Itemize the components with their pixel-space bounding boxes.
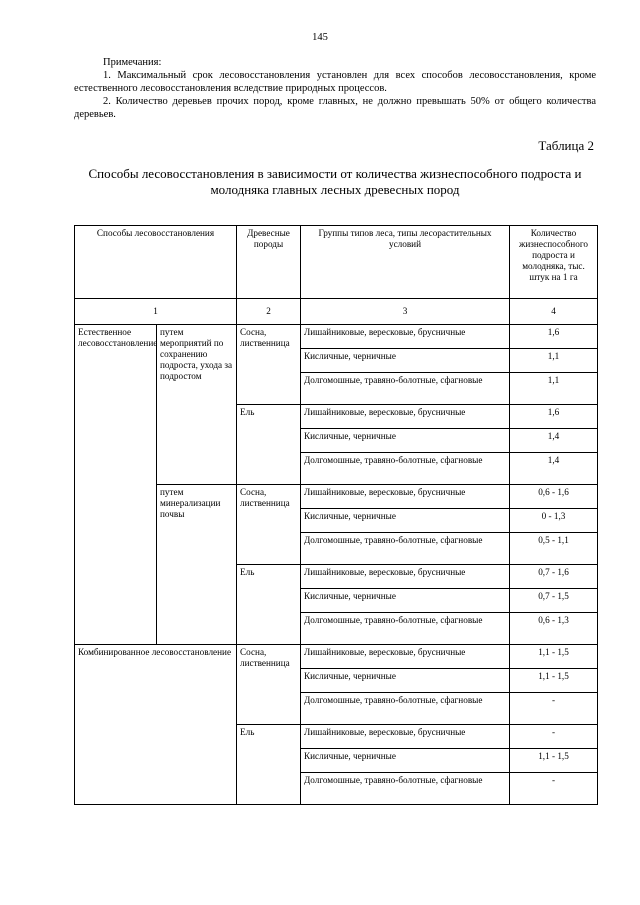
forest-group: Кисличные, черничные [301, 589, 510, 613]
notes-heading: Примечания: [103, 57, 162, 68]
quantity-value: 0 - 1,3 [510, 509, 598, 533]
forest-group: Долгомошные, травяно-болотные, сфагновые [301, 693, 510, 725]
forest-group: Лишайниковые, вересковые, брусничные [301, 565, 510, 589]
quantity-value: 1,1 [510, 349, 598, 373]
method-combined: Комбинированное лесовосстановление [75, 645, 237, 805]
note-item: 2. Количество деревьев прочих пород, кроме главных, не должно превышать 50% от общего количества деревьев. [74, 96, 596, 120]
header-species: Древесные породы [237, 226, 301, 299]
notes [74, 56, 596, 121]
note-item: 1. Максимальный срок лесовосстановления установлен для всех способов лесовосстановления, кроме естественного лесовосстановления вследствие природных процессов. [74, 70, 596, 94]
species-pine: Сосна, лиственница [237, 485, 301, 565]
quantity-value: 1,6 [510, 325, 598, 349]
quantity-value: 0,6 - 1,3 [510, 613, 598, 645]
quantity-value: 1,1 [510, 373, 598, 405]
page-number: 145 [312, 32, 328, 43]
forest-group: Долгомошные, травяно-болотные, сфагновые [301, 773, 510, 805]
col-number: 1 [75, 299, 237, 325]
forest-group: Лишайниковые, вересковые, брусничные [301, 725, 510, 749]
table-label: Таблица 2 [538, 138, 594, 153]
forest-group: Долгомошные, травяно-болотные, сфагновые [301, 453, 510, 485]
species-pine: Сосна, лиственница [237, 645, 301, 725]
method-sub-mineralization: путем минерализации почвы [157, 485, 237, 645]
forest-group: Лишайниковые, вересковые, брусничные [301, 325, 510, 349]
forest-group: Лишайниковые, вересковые, брусничные [301, 645, 510, 669]
quantity-value: 0,7 - 1,5 [510, 589, 598, 613]
col-number: 4 [510, 299, 598, 325]
forest-group: Долгомошные, травяно-болотные, сфагновые [301, 533, 510, 565]
species-pine: Сосна, лиственница [237, 325, 301, 405]
forest-group: Лишайниковые, вересковые, брусничные [301, 485, 510, 509]
forest-group: Кисличные, черничные [301, 429, 510, 453]
quantity-value: 1,6 [510, 405, 598, 429]
quantity-value: 1,1 - 1,5 [510, 645, 598, 669]
header-methods: Способы лесовосстановления [75, 226, 237, 299]
quantity-value: 1,1 - 1,5 [510, 669, 598, 693]
reforestation-table [74, 225, 598, 805]
quantity-value: - [510, 773, 598, 805]
col-number: 3 [301, 299, 510, 325]
species-spruce: Ель [237, 725, 301, 805]
species-spruce: Ель [237, 405, 301, 485]
forest-group: Долгомошные, травяно-болотные, сфагновые [301, 373, 510, 405]
method-natural: Естественное лесовосстановление [75, 325, 157, 645]
quantity-value: 1,4 [510, 429, 598, 453]
forest-group: Долгомошные, травяно-болотные, сфагновые [301, 613, 510, 645]
forest-group: Кисличные, черничные [301, 509, 510, 533]
forest-group: Кисличные, черничные [301, 349, 510, 373]
header-quantity: Количество жизнеспособного подроста и молодняка, тыс. штук на 1 га [510, 226, 598, 299]
quantity-value: 1,1 - 1,5 [510, 749, 598, 773]
quantity-value: - [510, 725, 598, 749]
quantity-value: 0,6 - 1,6 [510, 485, 598, 509]
col-number: 2 [237, 299, 301, 325]
quantity-value: 1,4 [510, 453, 598, 485]
table-title: Способы лесовосстановления в зависимости от количества жизнеспособного подроста и молодняка главных лесных древесных пород [88, 166, 582, 197]
quantity-value: 0,5 - 1,1 [510, 533, 598, 565]
forest-group: Кисличные, черничные [301, 749, 510, 773]
forest-group: Кисличные, черничные [301, 669, 510, 693]
header-groups: Группы типов леса, типы лесорастительных условий [301, 226, 510, 299]
quantity-value: - [510, 693, 598, 725]
forest-group: Лишайниковые, вересковые, брусничные [301, 405, 510, 429]
quantity-value: 0,7 - 1,6 [510, 565, 598, 589]
species-spruce: Ель [237, 565, 301, 645]
method-sub-preservation: путем мероприятий по сохранению подроста, ухода за подростом [157, 325, 237, 485]
